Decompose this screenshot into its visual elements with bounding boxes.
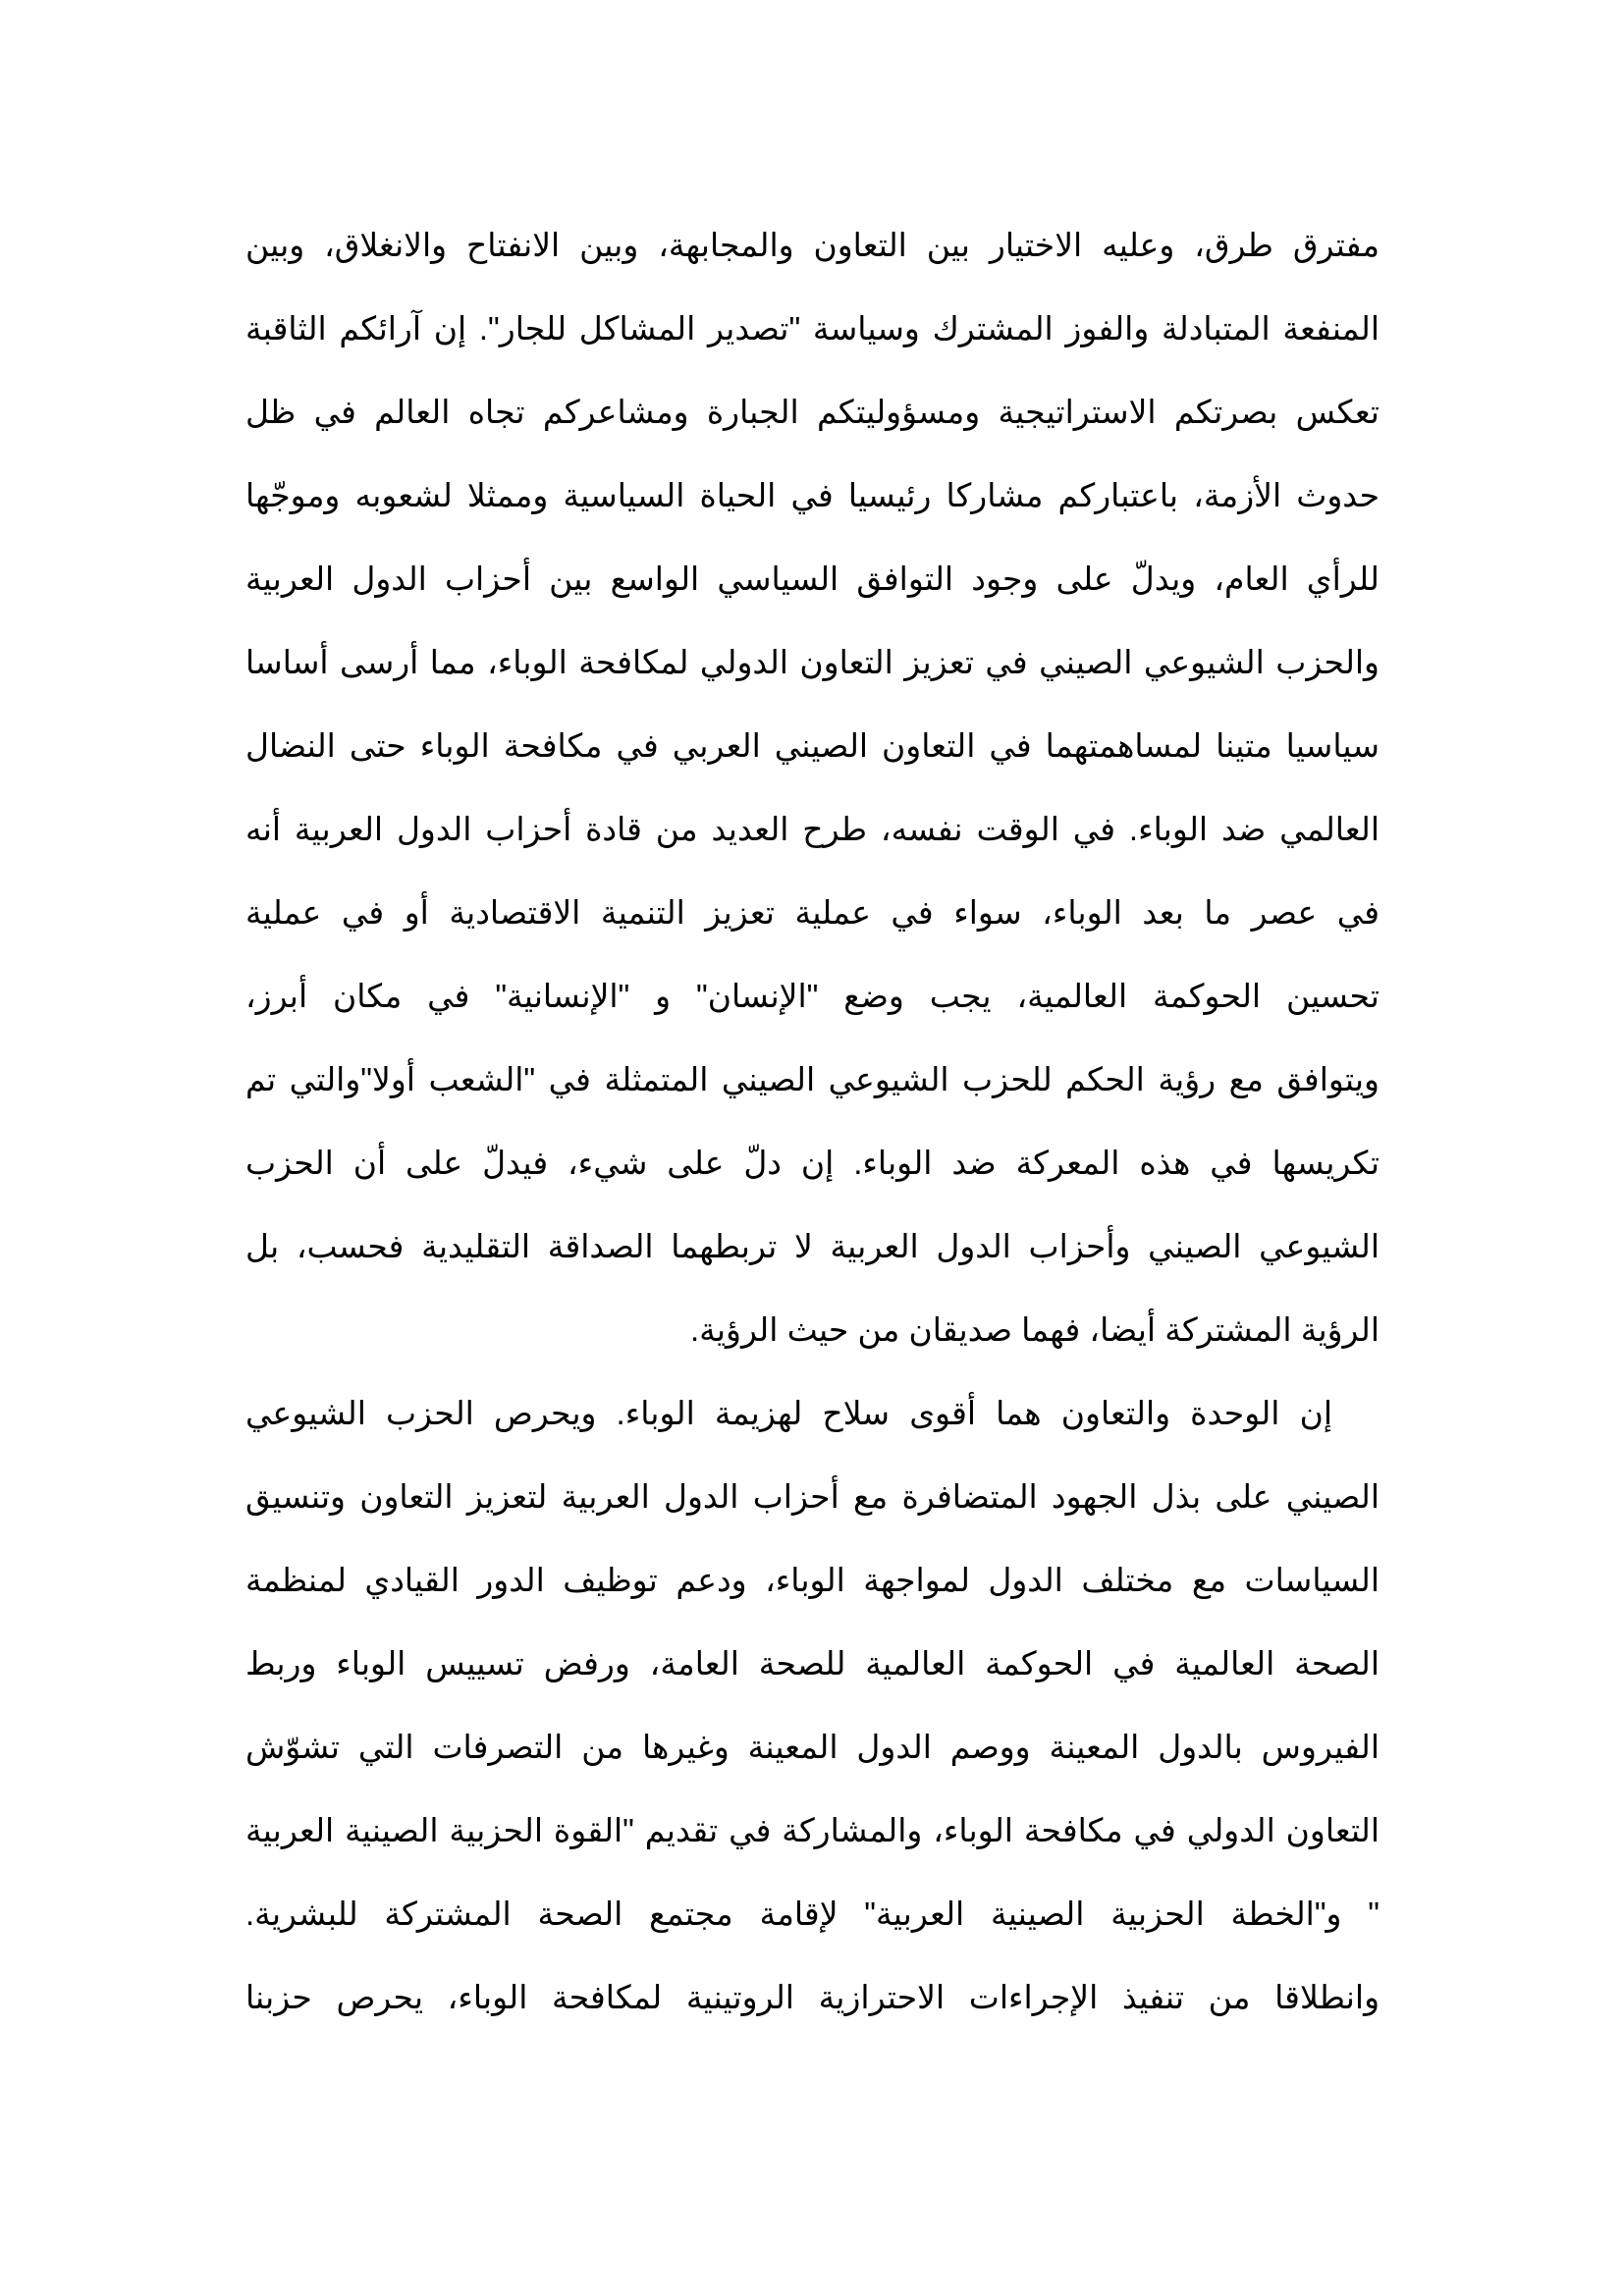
text-line: للرأي العام، ويدلّ على وجود التوافق السياسي الواسع بين أحزاب الدول العربية xyxy=(245,561,1380,597)
text-line: سياسيا متينا لمساهمتهما في التعاون الصيني العربي في مكافحة الوباء حتى النضال xyxy=(245,727,1380,764)
text-line: ويتوافق مع رؤية الحكم للحزب الشيوعي الصيني المتمثلة في "الشعب أولا"والتي تم xyxy=(245,1061,1380,1097)
text-line: العالمي ضد الوباء. في الوقت نفسه، طرح العديد من قادة أحزاب الدول العربية أنه xyxy=(245,811,1380,847)
text-line: إن الوحدة والتعاون هما أقوى سلاح لهزيمة الوباء. ويحرص الحزب الشيوعي xyxy=(245,1395,1332,1431)
text-line: المنفعة المتبادلة والفوز المشترك وسياسة "تصدير المشاكل للجار". إن آرائكم الثاقبة xyxy=(245,310,1380,347)
paragraph-1 xyxy=(245,203,1380,1371)
text-line: السياسات مع مختلف الدول لمواجهة الوباء، ودعم توظيف الدور القيادي لمنظمة xyxy=(245,1562,1380,1598)
text-line: مفترق طرق، وعليه الاختيار بين التعاون والمجابهة، وبين الانفتاح والانغلاق، وبين xyxy=(245,227,1380,263)
text-line: والحزب الشيوعي الصيني في تعزيز التعاون الدولي لمكافحة الوباء، مما أرسى أساسا xyxy=(245,644,1380,680)
text-line: تعكس بصرتكم الاستراتيجية ومسؤوليتكم الجبارة ومشاعركم تجاه العالم في ظل xyxy=(245,394,1380,430)
text-line: في عصر ما بعد الوباء، سواء في عملية تعزيز التنمية الاقتصادية أو في عملية xyxy=(245,894,1380,931)
text-line: وانطلاقا من تنفيذ الإجراءات الاحترازية الروتينية لمكافحة الوباء، يحرص حزبنا xyxy=(245,1979,1380,2015)
text-line: " و"الخطة الحزبية الصينية العربية" لإقامة مجتمع الصحة المشتركة للبشرية. xyxy=(245,1896,1380,1932)
text-line: الصحة العالمية في الحوكمة العالمية للصحة العامة، ورفض تسييس الوباء وربط xyxy=(245,1645,1380,1682)
text-line: حدوث الأزمة، باعتباركم مشاركا رئيسيا في الحياة السياسية وممثلا لشعوبه وموجّها xyxy=(245,477,1380,513)
text-line: الشيوعي الصيني وأحزاب الدول العربية لا تربطهما الصداقة التقليدية فحسب، بل xyxy=(245,1228,1380,1264)
text-line: تكريسها في هذه المعركة ضد الوباء. إن دلّ على شيء، فيدلّ على أن الحزب xyxy=(245,1145,1380,1181)
text-line: التعاون الدولي في مكافحة الوباء، والمشاركة في تقديم "القوة الحزبية الصينية العربية xyxy=(245,1812,1380,1848)
text-line: تحسين الحوكمة العالمية، يجب وضع "الإنسان" و "الإنسانية" في مكان أبرز، xyxy=(245,978,1380,1014)
text-line: الفيروس بالدول المعينة ووصم الدول المعينة وغيرها من التصرفات التي تشوّش xyxy=(245,1729,1380,1765)
text-line: الصيني على بذل الجهود المتضافرة مع أحزاب الدول العربية لتعزيز التعاون وتنسيق xyxy=(245,1478,1380,1515)
paragraph-2 xyxy=(245,1371,1380,2039)
text-line: الرؤية المشتركة أيضا، فهما صديقان من حيث الرؤية. xyxy=(689,1311,1380,1348)
